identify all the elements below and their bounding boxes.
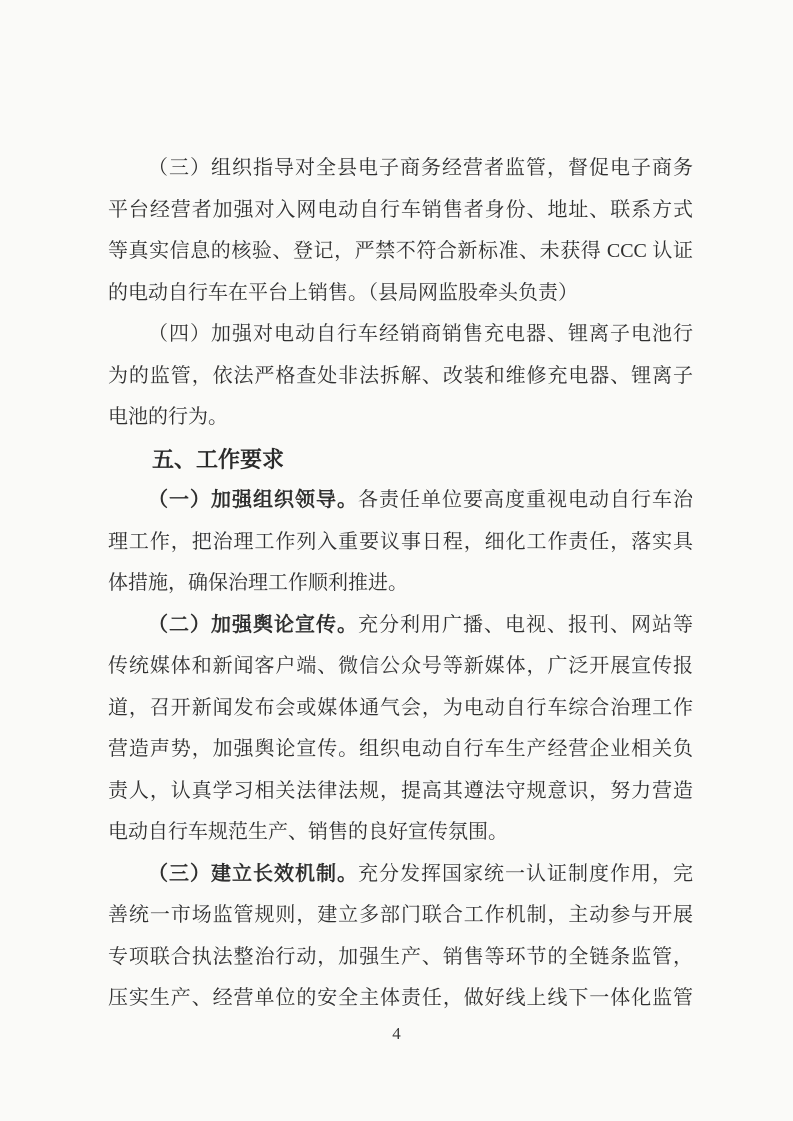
text-line [108, 190, 693, 232]
text-line [108, 314, 693, 356]
text-run: 道，召开新闻发布会或媒体通气会，为电动自行车综合治理工作 [108, 696, 693, 719]
text-run: 的电动自行车在平台上销售。（县局网监股牵头负责） [108, 281, 578, 304]
text-run: 理工作，把治理工作列入重要议事日程，细化工作责任，落实具 [108, 530, 693, 553]
text-run: 等真实信息的核验、登记，严禁不符合新标准、未获得 CCC 认证 [108, 240, 693, 262]
text-line [108, 729, 693, 771]
text-run: 电池的行为。 [108, 406, 228, 428]
text-run: 为的监管，依法严格查处非法拆解、改装和维修充电器、锂离子 [108, 364, 693, 387]
page-number: 4 [392, 1024, 401, 1043]
bold-run: （二）加强舆论宣传。 [148, 613, 358, 636]
text-run: 传统媒体和新闻客户端、微信公众号等新媒体，广泛开展宣传报 [108, 655, 693, 677]
text-line [108, 895, 693, 937]
section-heading [108, 439, 693, 481]
text-run: 营造声势，加强舆论宣传。组织电动自行车生产经营企业相关负 [108, 738, 693, 760]
text-run: 责人，认真学习相关法律法规，提高其遵法守规意识，努力营造 [108, 779, 693, 802]
document-body [108, 148, 693, 1020]
text-line [108, 646, 693, 688]
text-run: 体措施，确保治理工作顺利推进。 [108, 572, 408, 594]
text-line [108, 356, 693, 398]
text-line [108, 231, 693, 273]
text-line [108, 771, 693, 813]
heading-text: 五、工作要求 [152, 446, 285, 472]
text-line [108, 688, 693, 730]
text-line [108, 937, 693, 979]
text-line [108, 397, 693, 439]
text-run: 充分发挥国家统一认证制度作用，完 [358, 862, 693, 885]
text-run: （三）组织指导对全县电子商务经营者监管，督促电子商务 [148, 157, 693, 179]
text-run: 压实生产、经营单位的安全主体责任，做好线上线下一体化监管 [108, 987, 693, 1009]
text-line [108, 148, 693, 190]
text-run: （四）加强对电动自行车经销商销售充电器、锂离子电池行 [148, 323, 693, 345]
text-line [108, 978, 693, 1020]
text-run: 各责任单位要高度重视电动自行车治 [358, 489, 693, 511]
text-run: 平台经营者加强对入网电动自行车销售者身份、地址、联系方式 [108, 198, 693, 221]
text-run: 电动自行车规范生产、销售的良好宣传氛围。 [108, 821, 508, 843]
text-line [108, 812, 693, 854]
text-run: 专项联合执法整治行动，加强生产、销售等环节的全链条监管， [108, 945, 693, 968]
bold-run: （一）加强组织领导。 [148, 489, 358, 511]
text-line [108, 854, 693, 896]
text-run: 善统一市场监管规则，建立多部门联合工作机制，主动参与开展 [108, 904, 693, 926]
text-run: 充分利用广播、电视、报刊、网站等 [358, 613, 693, 636]
bold-run: （三）建立长效机制。 [148, 862, 358, 885]
text-line [108, 563, 693, 605]
text-line [108, 522, 693, 564]
text-line [108, 480, 693, 522]
text-line [108, 273, 693, 315]
text-line [108, 605, 693, 647]
